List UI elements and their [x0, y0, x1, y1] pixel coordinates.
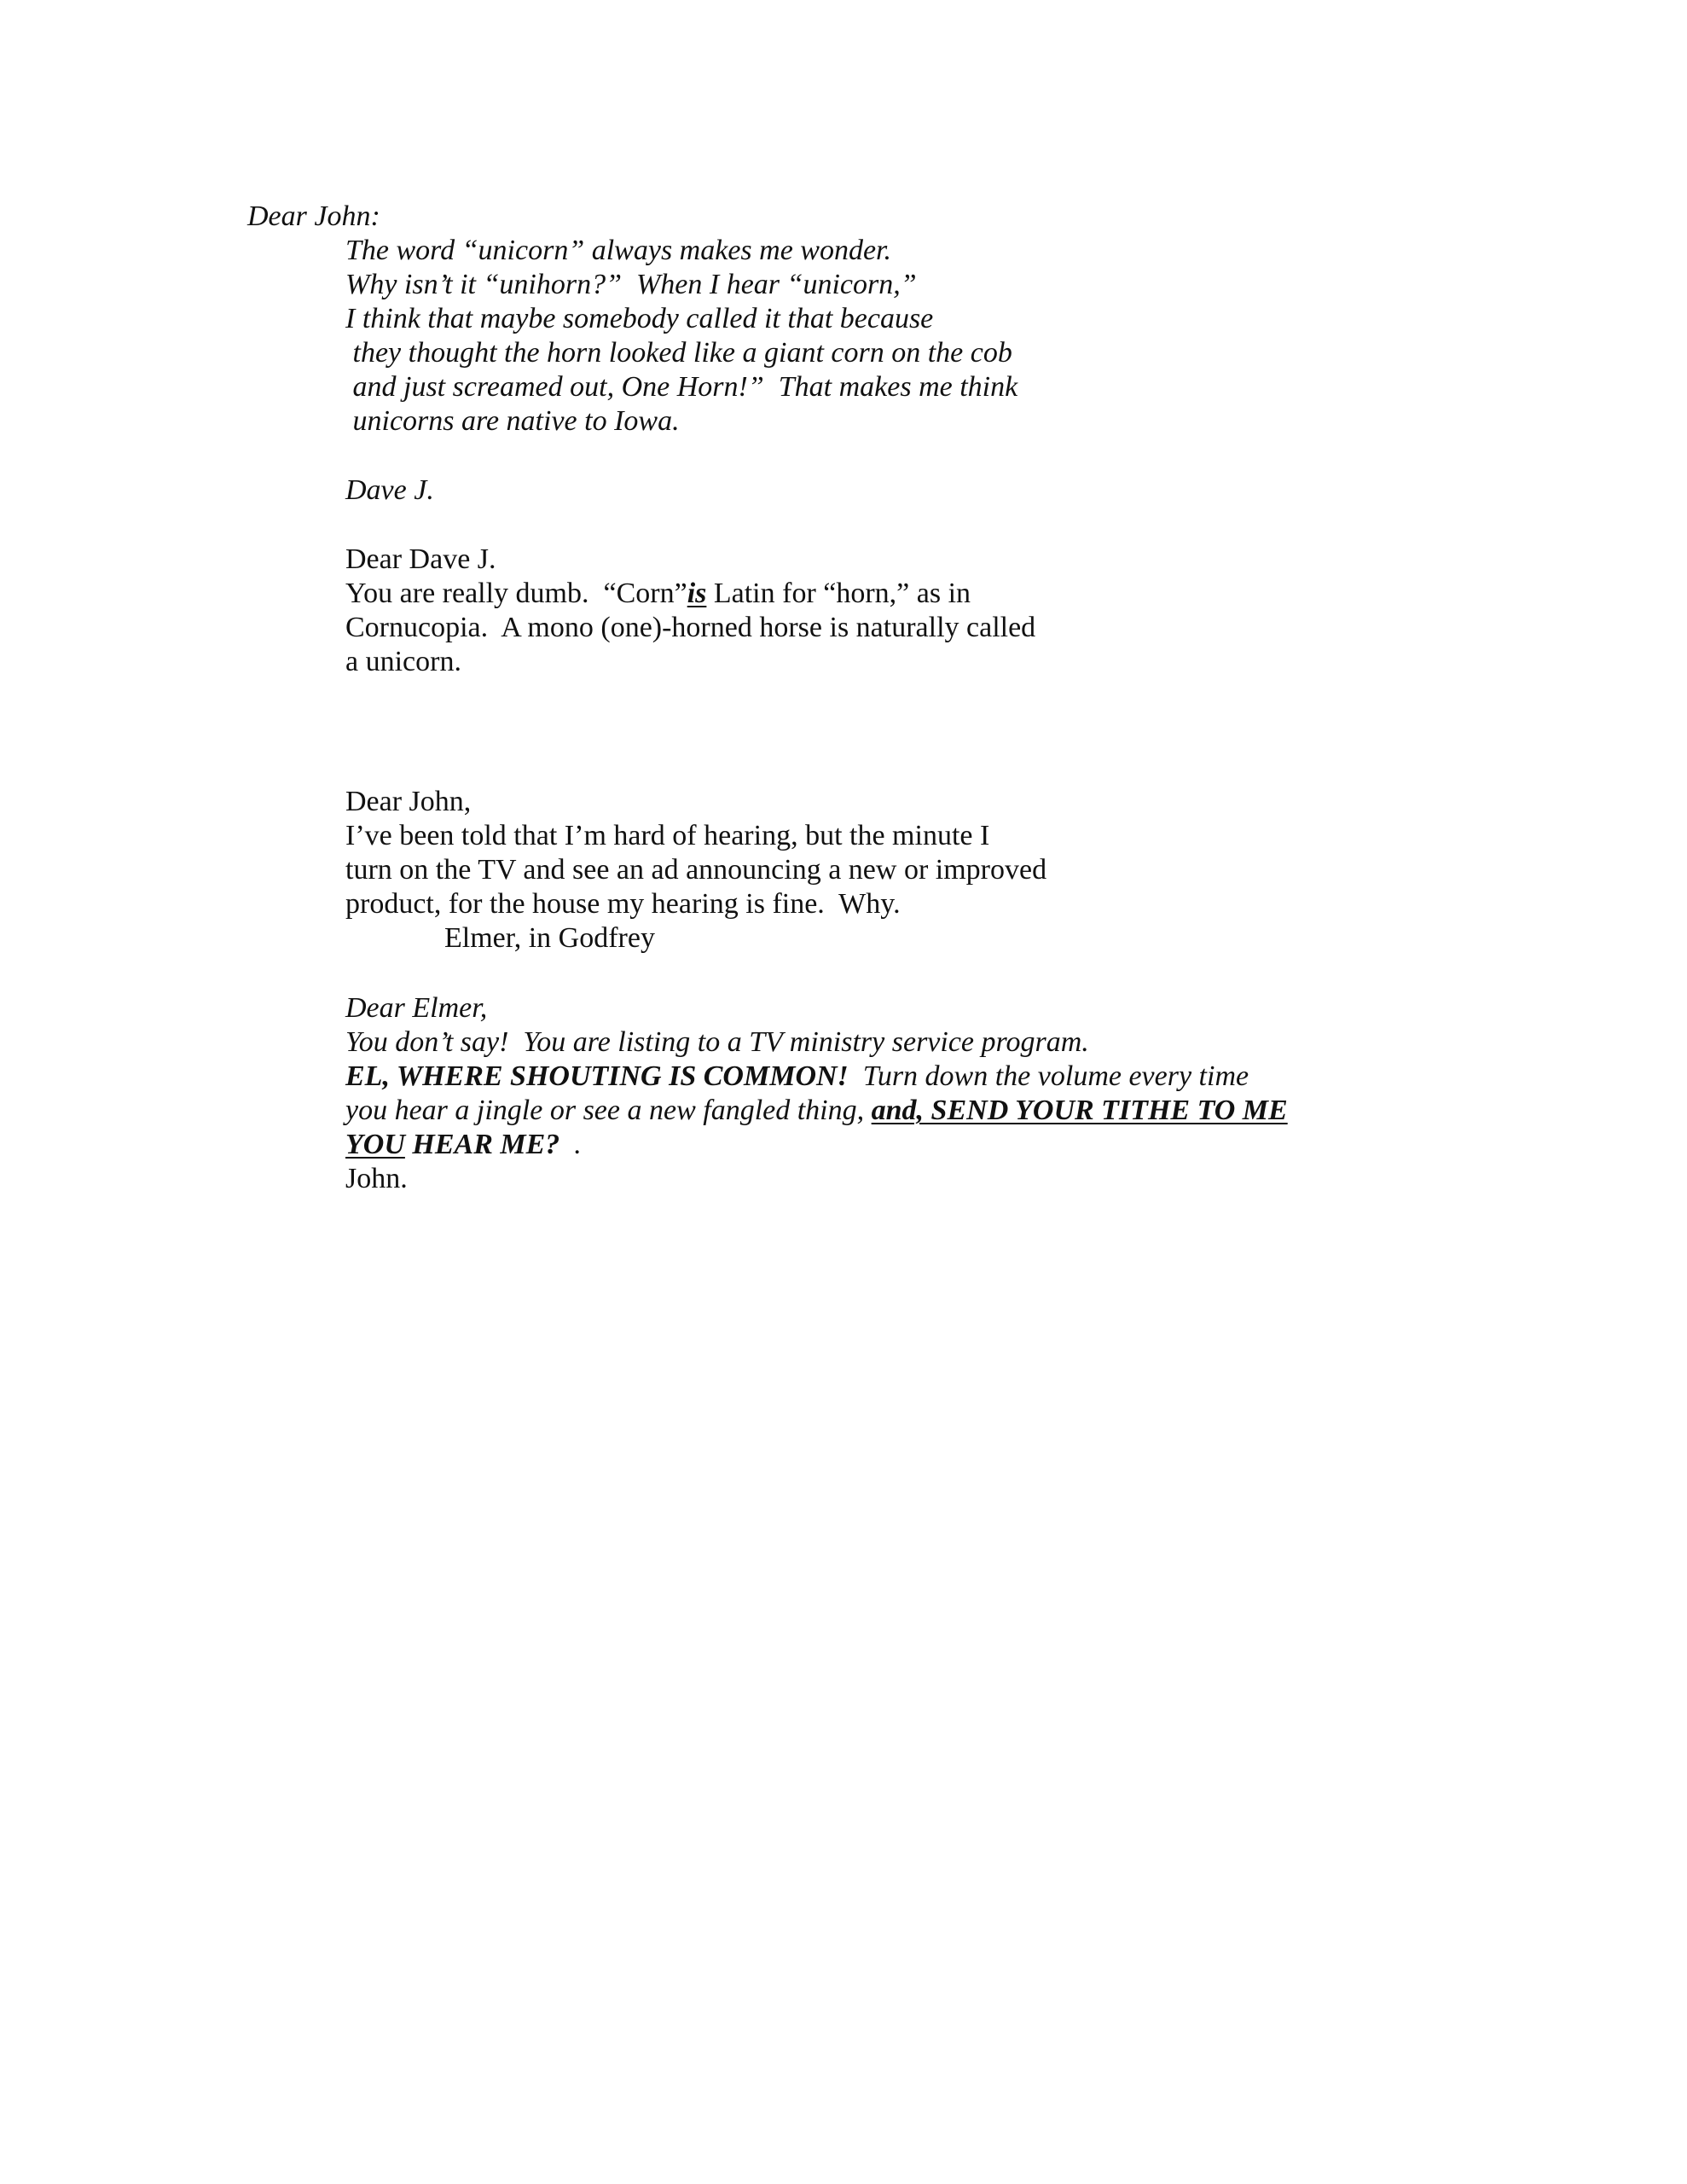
reply2-line-4	[345, 1128, 582, 1162]
reply1-emphasis-is: is	[687, 578, 707, 609]
reply2-line-3	[345, 1094, 1288, 1128]
reply1-line-3: a unicorn.	[345, 646, 461, 677]
reply2-you-emphasis: YOU	[345, 1129, 405, 1160]
reply2-line-3-start: you hear a jingle or see a new fangled thing,	[345, 1095, 872, 1126]
letter1-line-6: unicorns are native to Iowa.	[345, 405, 680, 437]
reply1-line-2: Cornucopia. A mono (one)-horned horse is naturally called	[345, 612, 1036, 643]
letter2-salutation: Dear John,	[345, 786, 472, 817]
reply2-line-2	[345, 1060, 1249, 1094]
letter1-salutation: Dear John:	[247, 200, 380, 232]
letter1-signature: Dave J.	[345, 474, 434, 506]
reply2-hear-me: HEAR ME?	[404, 1129, 560, 1160]
reply2-line-2-rest: Turn down the volume every time	[848, 1060, 1249, 1092]
reply1-line-1-end: Latin for “horn,” as in	[706, 578, 971, 609]
letter1-line-1: The word “unicorn” always makes me wonder.	[345, 235, 892, 266]
reply1-line-1	[345, 577, 971, 611]
reply2-line-1: You don’t say! You are listing to a TV ministry service program.	[345, 1026, 1089, 1058]
letter1-line-2: Why isn’t it “unihorn?” When I hear “unicorn,”	[345, 269, 917, 300]
letter2-signature: Elmer, in Godfrey	[444, 922, 655, 954]
letter2-line-3: product, for the house my hearing is fine. Why.	[345, 888, 901, 920]
reply2-salutation: Dear Elmer,	[345, 992, 488, 1024]
reply2-trailing-period: .	[559, 1129, 582, 1160]
reply2-shouting-text: EL, WHERE SHOUTING IS COMMON!	[345, 1060, 849, 1092]
reply2-signature: John.	[345, 1163, 408, 1194]
reply1-salutation: Dear Dave J.	[345, 543, 496, 575]
letter1-line-3: I think that maybe somebody called it that because	[345, 303, 934, 334]
letter1-line-4: they thought the horn looked like a giant corn on the cob	[345, 337, 1012, 369]
letter1-line-5: and just screamed out, One Horn!” That makes me think	[345, 371, 1018, 403]
letter2-line-1: I’ve been told that I’m hard of hearing, but the minute I	[345, 820, 990, 851]
letter2-line-2: turn on the TV and see an ad announcing a new or improved	[345, 854, 1047, 886]
reply1-line-1-start: You are really dumb. “Corn”	[345, 578, 687, 609]
reply2-tithe-emphasis: and, SEND YOUR TITHE TO ME	[871, 1095, 1288, 1126]
